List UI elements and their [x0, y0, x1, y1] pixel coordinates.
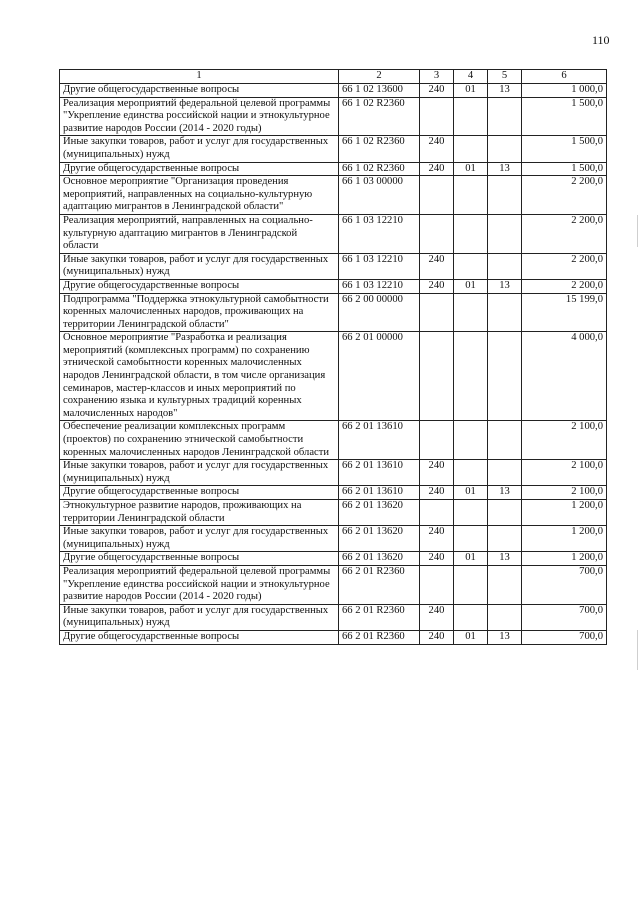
cell-pr: 13	[488, 84, 522, 98]
table-row	[60, 332, 607, 421]
cell-name: Этнокультурное развитие народов, проживающих на территории Ленинградской области	[60, 500, 339, 526]
table-row	[60, 526, 607, 552]
cell-csr: 66 1 02 R2360	[339, 136, 420, 162]
cell-vr: 240	[420, 460, 454, 486]
cell-csr: 66 1 03 12210	[339, 253, 420, 279]
cell-name: Подпрограмма "Поддержка этнокультурной самобытности коренных малочисленных народов, проживающих на территории Ленинградской области"	[60, 293, 339, 332]
table-row	[60, 421, 607, 460]
cell-vr	[420, 214, 454, 253]
table-header-row	[60, 70, 607, 84]
cell-name: Реализация мероприятий федеральной целевой программы "Укрепление единства российской нации и этнокультурное развитие народов России (2014 - 2020 годы)	[60, 97, 339, 136]
cell-name: Иные закупки товаров, работ и услуг для государственных (муниципальных) нужд	[60, 526, 339, 552]
scan-edge-mark	[637, 630, 638, 670]
cell-vr: 240	[420, 552, 454, 566]
cell-rz	[454, 421, 488, 460]
cell-vr	[420, 176, 454, 215]
cell-csr: 66 2 01 R2360	[339, 630, 420, 644]
cell-sum: 4 000,0	[522, 332, 607, 421]
column-header-rz: 4	[454, 70, 488, 84]
cell-vr: 240	[420, 526, 454, 552]
cell-name: Обеспечение реализации комплексных программ (проектов) по сохранению этнической самобытности коренных малочисленных народов Ленинградской области	[60, 421, 339, 460]
cell-csr: 66 2 01 R2360	[339, 565, 420, 604]
table-row	[60, 486, 607, 500]
cell-pr: 13	[488, 162, 522, 176]
cell-vr: 240	[420, 84, 454, 98]
cell-csr: 66 2 01 00000	[339, 332, 420, 421]
table-row	[60, 279, 607, 293]
cell-csr: 66 2 01 R2360	[339, 604, 420, 630]
cell-pr	[488, 176, 522, 215]
cell-pr	[488, 526, 522, 552]
cell-sum: 1 500,0	[522, 162, 607, 176]
table-row	[60, 552, 607, 566]
cell-pr	[488, 604, 522, 630]
cell-sum: 1 500,0	[522, 136, 607, 162]
cell-pr	[488, 136, 522, 162]
cell-vr: 240	[420, 253, 454, 279]
cell-name: Другие общегосударственные вопросы	[60, 552, 339, 566]
cell-sum: 15 199,0	[522, 293, 607, 332]
cell-rz	[454, 97, 488, 136]
column-header-pr: 5	[488, 70, 522, 84]
cell-rz	[454, 332, 488, 421]
table-row	[60, 500, 607, 526]
cell-pr	[488, 293, 522, 332]
cell-name: Другие общегосударственные вопросы	[60, 486, 339, 500]
cell-rz	[454, 526, 488, 552]
page-number: 110	[592, 33, 610, 47]
cell-pr	[488, 460, 522, 486]
cell-sum: 1 500,0	[522, 97, 607, 136]
cell-rz	[454, 136, 488, 162]
cell-pr: 13	[488, 630, 522, 644]
cell-pr: 13	[488, 279, 522, 293]
cell-csr: 66 2 01 13610	[339, 460, 420, 486]
cell-vr: 240	[420, 630, 454, 644]
cell-vr	[420, 332, 454, 421]
cell-rz: 01	[454, 162, 488, 176]
cell-pr: 13	[488, 552, 522, 566]
cell-rz	[454, 460, 488, 486]
cell-name: Другие общегосударственные вопросы	[60, 630, 339, 644]
cell-csr: 66 2 01 13610	[339, 421, 420, 460]
cell-sum: 2 100,0	[522, 460, 607, 486]
column-header-vr: 3	[420, 70, 454, 84]
cell-rz: 01	[454, 552, 488, 566]
cell-csr: 66 1 03 12210	[339, 279, 420, 293]
cell-name: Иные закупки товаров, работ и услуг для государственных (муниципальных) нужд	[60, 604, 339, 630]
cell-csr: 66 1 02 R2360	[339, 97, 420, 136]
cell-rz	[454, 214, 488, 253]
table-row	[60, 176, 607, 215]
cell-vr	[420, 500, 454, 526]
cell-sum: 2 100,0	[522, 486, 607, 500]
cell-vr: 240	[420, 279, 454, 293]
cell-vr	[420, 97, 454, 136]
cell-pr	[488, 421, 522, 460]
cell-vr	[420, 421, 454, 460]
cell-sum: 1 200,0	[522, 552, 607, 566]
cell-rz: 01	[454, 630, 488, 644]
cell-pr	[488, 332, 522, 421]
cell-csr: 66 2 00 00000	[339, 293, 420, 332]
cell-name: Другие общегосударственные вопросы	[60, 84, 339, 98]
column-header-sum: 6	[522, 70, 607, 84]
column-header-name: 1	[60, 70, 339, 84]
cell-rz: 01	[454, 84, 488, 98]
cell-pr	[488, 214, 522, 253]
cell-rz	[454, 176, 488, 215]
cell-csr: 66 1 02 R2360	[339, 162, 420, 176]
cell-rz	[454, 293, 488, 332]
cell-csr: 66 2 01 13610	[339, 486, 420, 500]
cell-name: Реализация мероприятий, направленных на социально-культурную адаптацию мигрантов в Ленинградской области	[60, 214, 339, 253]
cell-vr: 240	[420, 604, 454, 630]
cell-name: Иные закупки товаров, работ и услуг для государственных (муниципальных) нужд	[60, 253, 339, 279]
cell-sum: 700,0	[522, 630, 607, 644]
cell-name: Другие общегосударственные вопросы	[60, 279, 339, 293]
table-row	[60, 84, 607, 98]
column-header-csr: 2	[339, 70, 420, 84]
cell-name: Основное мероприятие "Разработка и реализация мероприятий (комплексных программ) по сохранению этнической самобытности коренных малочисленных народов Ленинградской области, в том числе организация семинаров, мастер-классов и иных мероприятий по сохранению языка и культурных традиций коренных малочисленных народов"	[60, 332, 339, 421]
cell-sum: 1 000,0	[522, 84, 607, 98]
cell-csr: 66 2 01 13620	[339, 552, 420, 566]
cell-csr: 66 2 01 13620	[339, 500, 420, 526]
cell-csr: 66 1 02 13600	[339, 84, 420, 98]
cell-name: Иные закупки товаров, работ и услуг для государственных (муниципальных) нужд	[60, 136, 339, 162]
cell-sum: 1 200,0	[522, 500, 607, 526]
cell-pr	[488, 500, 522, 526]
cell-rz	[454, 253, 488, 279]
table-row	[60, 460, 607, 486]
cell-rz	[454, 565, 488, 604]
table-row	[60, 253, 607, 279]
cell-sum: 2 200,0	[522, 214, 607, 253]
cell-pr: 13	[488, 486, 522, 500]
cell-sum: 1 200,0	[522, 526, 607, 552]
cell-vr: 240	[420, 136, 454, 162]
cell-csr: 66 2 01 13620	[339, 526, 420, 552]
cell-rz: 01	[454, 486, 488, 500]
cell-vr	[420, 565, 454, 604]
table-body	[60, 84, 607, 645]
cell-csr: 66 1 03 12210	[339, 214, 420, 253]
cell-pr	[488, 565, 522, 604]
cell-pr	[488, 97, 522, 136]
cell-rz	[454, 500, 488, 526]
cell-rz	[454, 604, 488, 630]
budget-table	[59, 69, 607, 645]
cell-rz: 01	[454, 279, 488, 293]
cell-vr: 240	[420, 486, 454, 500]
cell-sum: 2 200,0	[522, 253, 607, 279]
cell-vr	[420, 293, 454, 332]
table-row	[60, 630, 607, 644]
cell-name: Иные закупки товаров, работ и услуг для государственных (муниципальных) нужд	[60, 460, 339, 486]
cell-vr: 240	[420, 162, 454, 176]
table-row	[60, 162, 607, 176]
table-row	[60, 97, 607, 136]
cell-sum: 700,0	[522, 604, 607, 630]
table-row	[60, 604, 607, 630]
table-row	[60, 214, 607, 253]
cell-sum: 2 100,0	[522, 421, 607, 460]
cell-sum: 2 200,0	[522, 279, 607, 293]
cell-name: Другие общегосударственные вопросы	[60, 162, 339, 176]
cell-name: Реализация мероприятий федеральной целевой программы "Укрепление единства российской нации и этнокультурное развитие народов России (2014 - 2020 годы)	[60, 565, 339, 604]
table-row	[60, 136, 607, 162]
cell-pr	[488, 253, 522, 279]
table-row	[60, 565, 607, 604]
cell-name: Основное мероприятие "Организация проведения мероприятий, направленных на социально-культурную адаптацию мигрантов в Ленинградской области"	[60, 176, 339, 215]
cell-csr: 66 1 03 00000	[339, 176, 420, 215]
scan-edge-mark	[637, 215, 638, 247]
cell-sum: 700,0	[522, 565, 607, 604]
table-row	[60, 293, 607, 332]
cell-sum: 2 200,0	[522, 176, 607, 215]
